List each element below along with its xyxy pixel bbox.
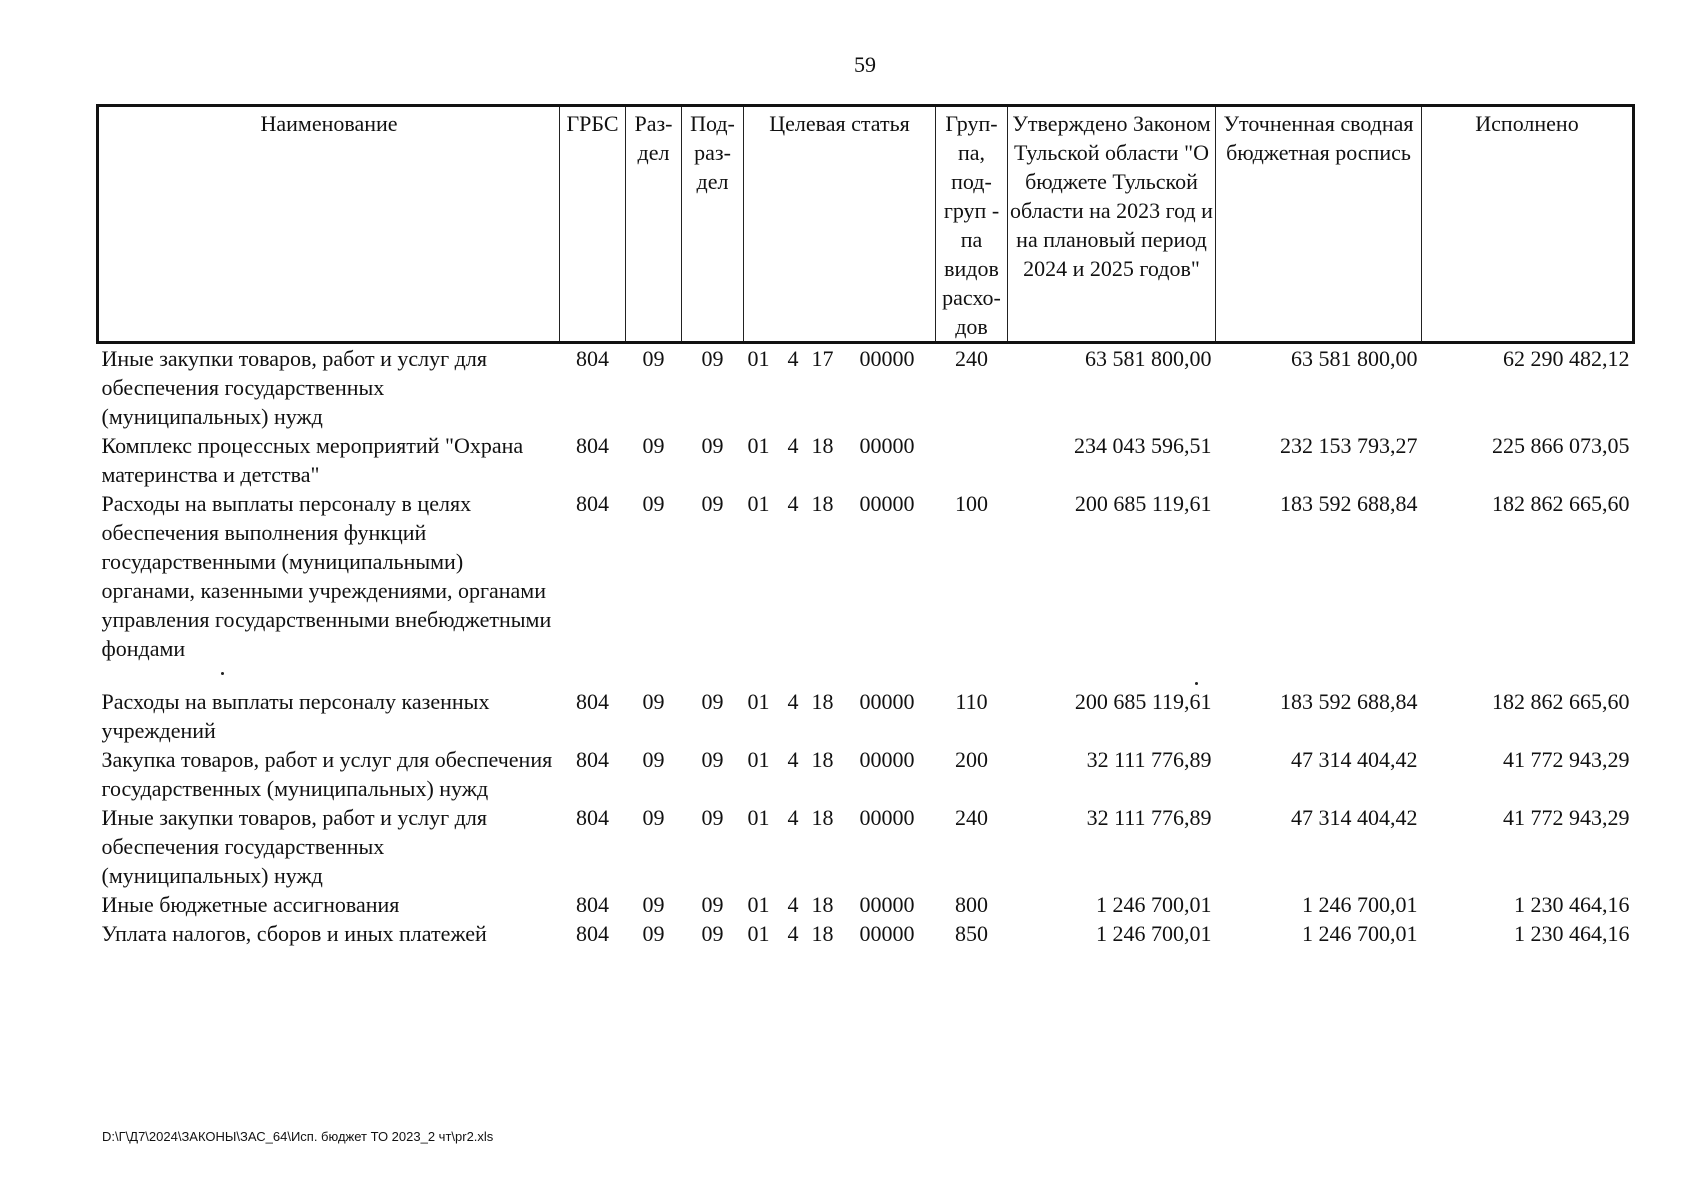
row-podrazdel: 09 [701,805,724,830]
row-podrazdel: 09 [701,921,724,946]
row-executed: 1 230 464,16 [1514,892,1630,917]
row-refined: 1 246 700,01 [1302,921,1418,946]
header-executed: Исполнено [1422,106,1634,343]
row-group: 850 [955,921,988,946]
row-name: Расходы на выплаты персоналу казенных учреждений [101,689,490,743]
table-row [98,919,1634,948]
row-podrazdel: 09 [701,747,724,772]
row-name: Расходы на выплаты персоналу в целях обеспечения выполнения функций государственными (муниципальными) органами, казенными учреждениями, органами управления государственными внебюджетными фондами [101,491,552,661]
row-refined: 1 246 700,01 [1302,892,1418,917]
table-row [98,745,1634,803]
footer-file-path: D:\Г\Д7\2024\ЗАКОНЫ\ЗАС_64\Исп. бюджет ТО 2023_2 чт\pr2.xls [102,1129,494,1144]
row-executed: 41 772 943,29 [1503,747,1630,772]
row-executed: 1 230 464,16 [1514,921,1630,946]
header-approved: Утверждено Законом Тульской области "О бюджете Тульской области на 2023 год и на плановый период 2024 и 2025 годов" [1008,106,1216,343]
table-row [98,343,1634,432]
row-group: 800 [955,892,988,917]
row-target: 01 4 17 00000 [747,346,915,371]
row-grbs: 804 [576,689,609,714]
row-target: 01 4 18 00000 [747,433,915,458]
row-razdel: 09 [642,346,665,371]
row-target: 01 4 18 00000 [747,892,915,917]
row-podrazdel: 09 [701,433,724,458]
row-name: Уплата налогов, сборов и иных платежей [101,921,487,946]
budget-table [96,104,1635,948]
row-name: Иные закупки товаров, работ и услуг для обеспечения государственных (муниципальных) нужд [101,805,487,888]
row-approved: 234 043 596,51 [1074,433,1212,458]
row-razdel: 09 [642,747,665,772]
row-target: 01 4 18 00000 [747,491,915,516]
table-row [98,489,1634,663]
row-name: Закупка товаров, работ и услуг для обеспечения государственных (муниципальных) нужд [101,747,553,801]
row-razdel: 09 [642,892,665,917]
header-grbs: ГРБС [560,106,626,343]
row-grbs: 804 [576,491,609,516]
row-grbs: 804 [576,921,609,946]
row-executed: 225 866 073,05 [1492,433,1630,458]
row-target: 01 4 18 00000 [747,805,915,830]
row-razdel: 09 [642,491,665,516]
row-approved: 32 111 776,89 [1086,747,1212,772]
table-header-row [98,106,1634,343]
header-name: Наименование [98,106,560,343]
row-target: 01 4 18 00000 [747,689,915,714]
row-razdel: 09 [642,689,665,714]
row-approved: 32 111 776,89 [1086,805,1212,830]
row-grbs: 804 [576,892,609,917]
row-group [936,431,1008,489]
header-razdel: Раз-дел [626,106,682,343]
row-spacer [98,663,1634,687]
row-grbs: 804 [576,747,609,772]
row-podrazdel: 09 [701,689,724,714]
row-executed: 62 290 482,12 [1503,346,1630,371]
row-grbs: 804 [576,433,609,458]
row-approved: 1 246 700,01 [1096,892,1212,917]
row-group: 240 [955,346,988,371]
row-executed: 182 862 665,60 [1492,491,1630,516]
row-grbs: 804 [576,805,609,830]
row-podrazdel: 09 [701,491,724,516]
header-group: Груп-па, под-груп - па видов расхо-дов [936,106,1008,343]
table-row [98,431,1634,489]
table-row [98,890,1634,919]
row-group: 240 [955,805,988,830]
row-grbs: 804 [576,346,609,371]
scan-speck [221,672,224,675]
row-group: 200 [955,747,988,772]
row-target: 01 4 18 00000 [747,747,915,772]
row-approved: 63 581 800,00 [1085,346,1212,371]
row-executed: 41 772 943,29 [1503,805,1630,830]
row-refined: 63 581 800,00 [1291,346,1418,371]
row-name: Иные бюджетные ассигнования [101,892,400,917]
row-razdel: 09 [642,921,665,946]
row-group: 110 [955,689,988,714]
row-name: Комплекс процессных мероприятий "Охрана материнства и детства" [101,433,524,487]
row-razdel: 09 [642,805,665,830]
table-row [98,687,1634,745]
row-approved: 200 685 119,61 [1074,689,1212,714]
row-approved: 200 685 119,61 [1074,491,1212,516]
header-refined: Уточненная сводная бюджетная роспись [1216,106,1422,343]
header-podrazdel: Под-раз-дел [682,106,744,343]
row-approved: 1 246 700,01 [1096,921,1212,946]
header-target: Целевая статья [744,106,936,343]
page-number: 59 [854,52,876,77]
row-name: Иные закупки товаров, работ и услуг для обеспечения государственных (муниципальных) нужд [101,346,487,429]
table-row [98,803,1634,890]
row-refined: 47 314 404,42 [1291,805,1418,830]
scan-speck [1195,682,1198,685]
row-refined: 183 592 688,84 [1280,689,1418,714]
row-podrazdel: 09 [701,892,724,917]
row-target: 01 4 18 00000 [747,921,915,946]
row-executed: 182 862 665,60 [1492,689,1630,714]
row-refined: 232 153 793,27 [1280,433,1418,458]
row-refined: 183 592 688,84 [1280,491,1418,516]
row-podrazdel: 09 [701,346,724,371]
row-refined: 47 314 404,42 [1291,747,1418,772]
row-razdel: 09 [642,433,665,458]
row-group: 100 [955,491,988,516]
